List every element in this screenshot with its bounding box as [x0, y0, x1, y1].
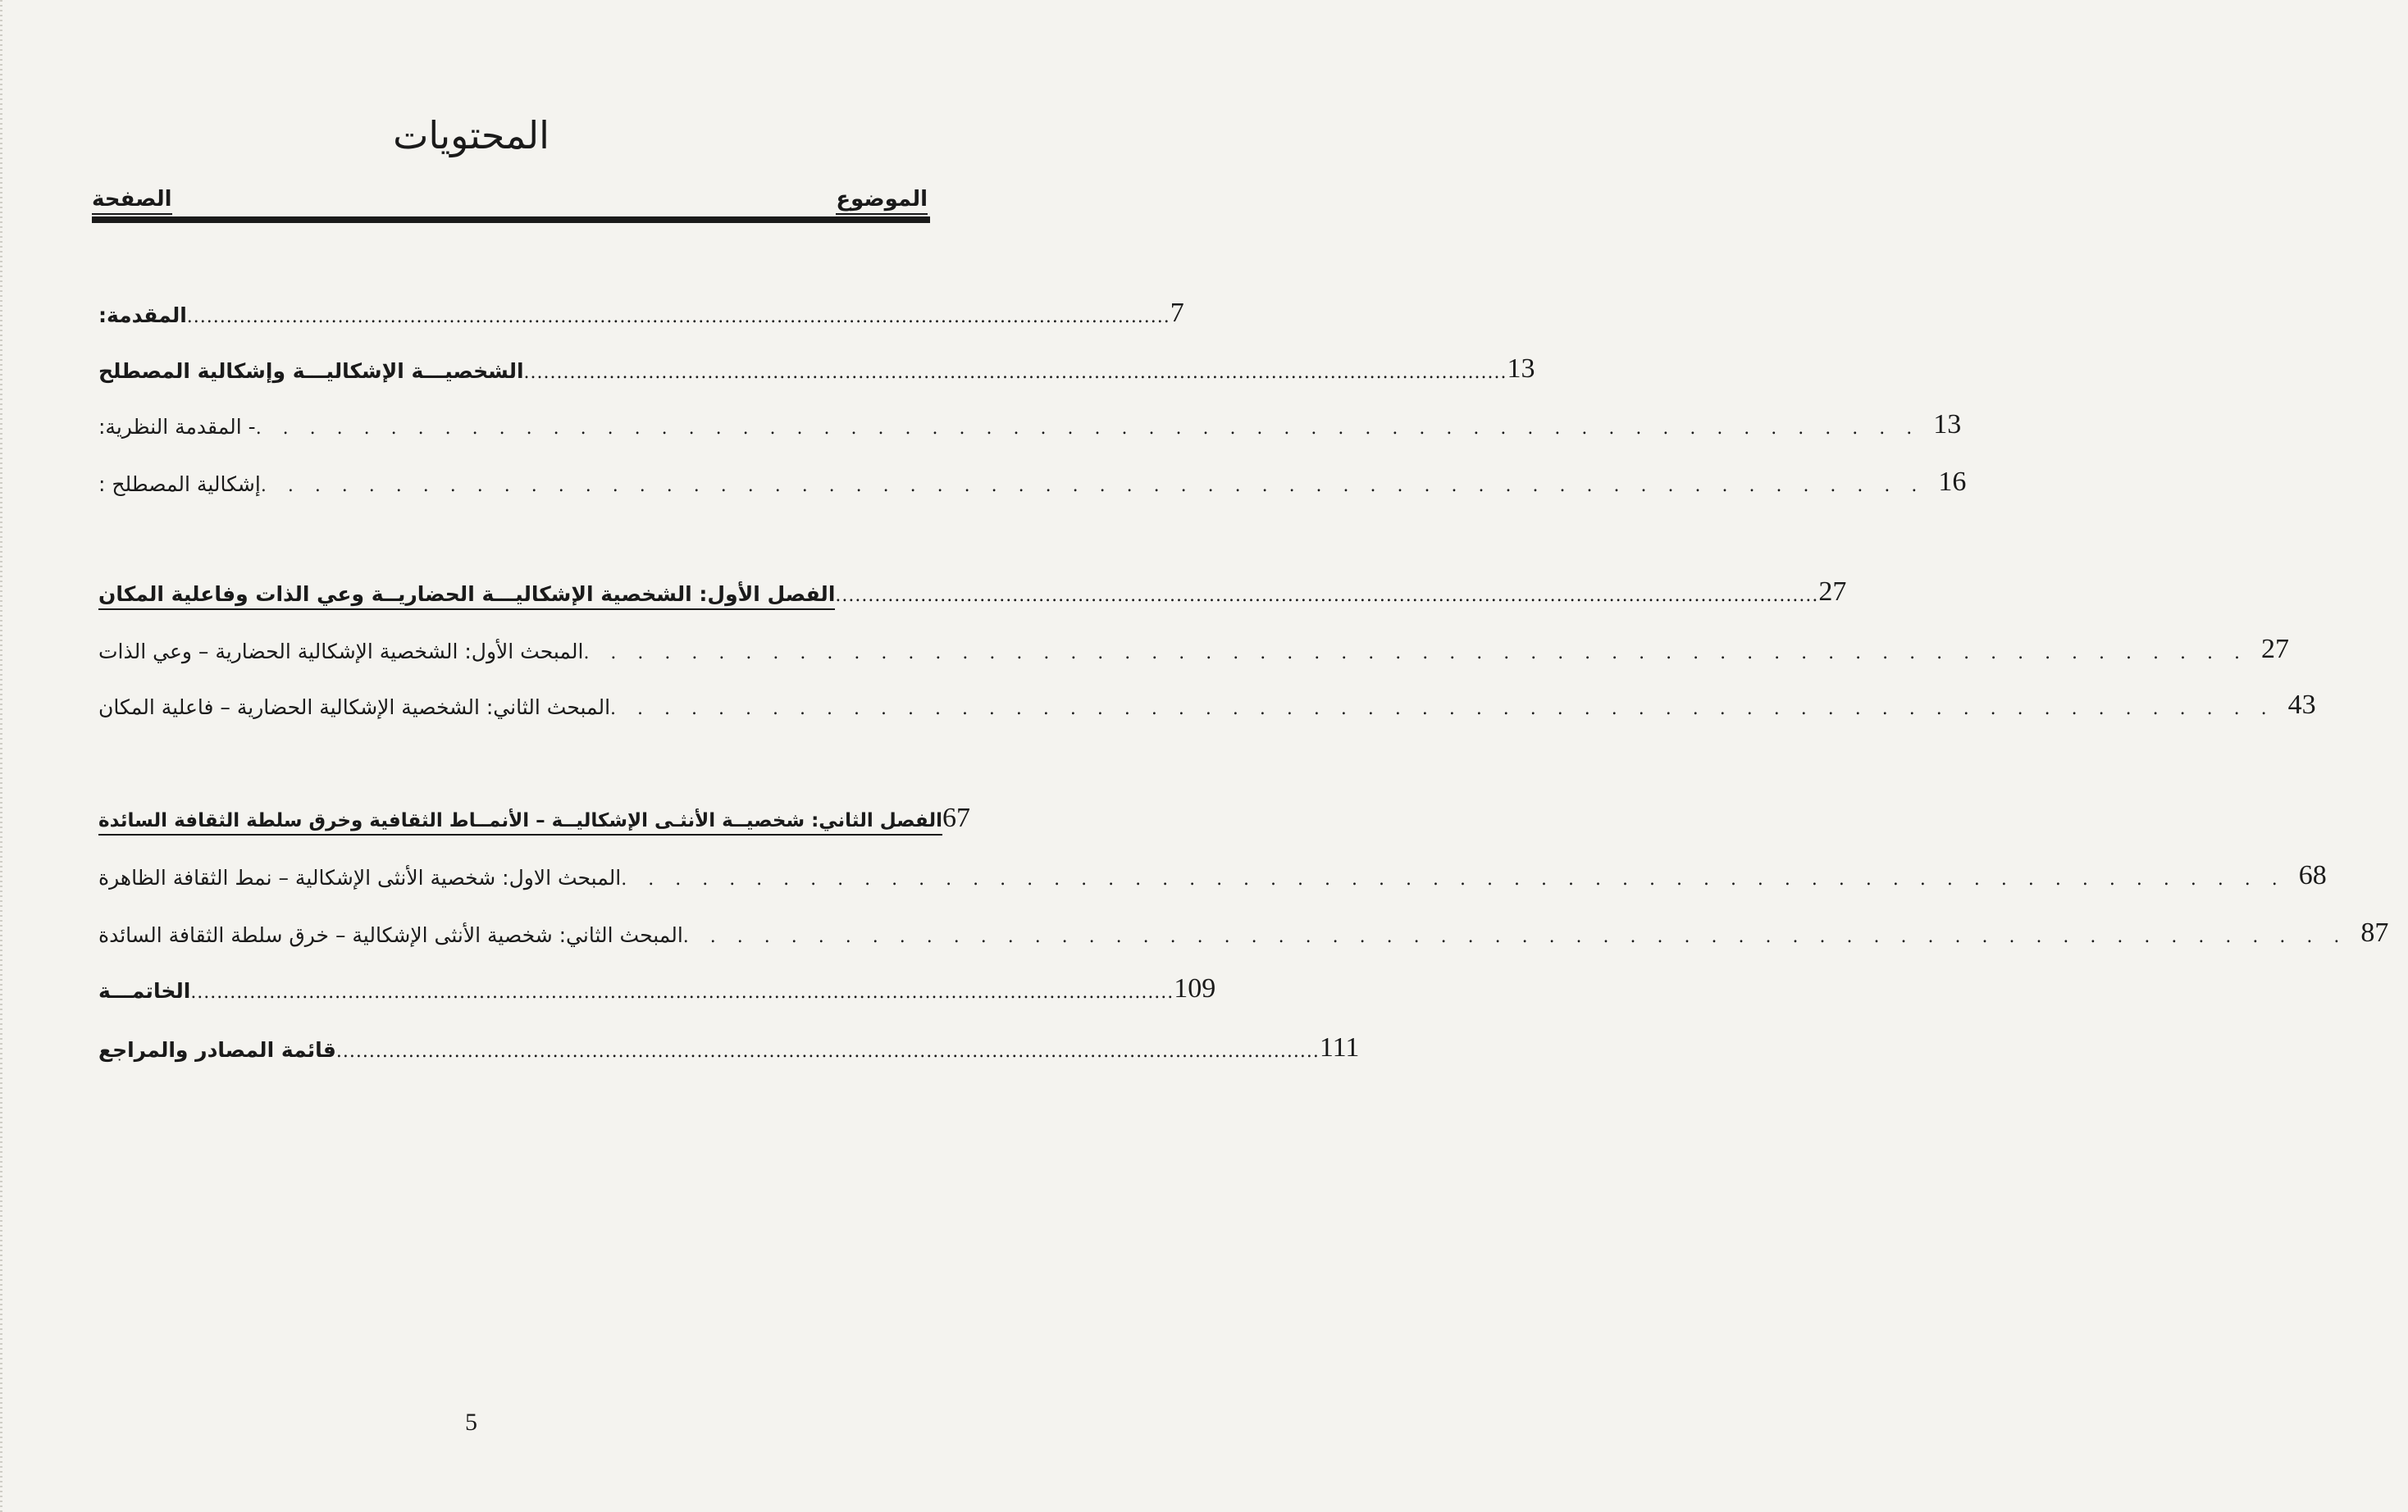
- toc-entry-label: المبحث الاول: شخصية الأنثى الإشكالية – نمط الثقافة الظاهرة: [98, 866, 622, 890]
- toc-chapter: [92, 795, 970, 835]
- dot-leader: ......................................................................................................................................................: [335, 1041, 1320, 1062]
- toc-entry-label: قائمة المصادر والمراجع: [98, 1038, 336, 1062]
- dot-leader: ..............................................................: [255, 418, 1934, 439]
- toc-entry-label: [92, 581, 835, 608]
- toc-entry: [92, 1025, 1360, 1064]
- toc-entry: [92, 346, 1535, 385]
- toc-entry-label: - المقدمة النظرية:: [98, 415, 256, 439]
- toc-chapter: [92, 569, 1847, 608]
- column-header-page: الصفحة: [92, 187, 172, 215]
- dot-leader: ......................................................................................................................................................: [835, 585, 1819, 606]
- toc-entry: [92, 966, 1216, 1005]
- dot-leader: ......................................................................................................................................................: [186, 307, 1170, 327]
- dot-leader: ......................................................................................................................................................: [523, 362, 1507, 383]
- toc-entry: [92, 459, 1967, 499]
- chapter-label: الفصل الأول: الشخصية الإشكاليـــة الحضاريــة وعي الذات وفاعلية المكان: [98, 582, 835, 610]
- toc-entry-label: المقدمة:: [98, 303, 187, 327]
- toc-entry-page: 13: [1507, 353, 1535, 384]
- toc-entry-page: 67: [942, 803, 970, 833]
- toc-entry-label: الشخصيـــة الإشكاليـــة وإشكالية المصطلح: [98, 359, 524, 383]
- column-header-topic: الموضوع: [836, 187, 928, 215]
- toc-entry-page: 27: [1818, 576, 1847, 607]
- toc-entry-label: المبحث الثاني: شخصية الأنثى الإشكالية – خرق سلطة الثقافة السائدة: [98, 923, 683, 947]
- toc-entry-page: 27: [2261, 634, 2290, 664]
- toc-entry-label: إشكالية المصطلح :: [98, 472, 261, 496]
- dot-leader: ..............................................................: [621, 869, 2299, 890]
- toc-entry: [92, 682, 2316, 722]
- dot-leader: ......................................................................................................................................................: [190, 982, 1174, 1003]
- dot-leader: ..............................................................: [610, 699, 2288, 719]
- toc-entry-page: 111: [1319, 1032, 1360, 1063]
- toc-entry-page: 68: [2298, 860, 2327, 890]
- toc-entry-page: 7: [1170, 298, 1184, 328]
- toc-entry-page: 87: [2360, 918, 2389, 948]
- toc-entry-page: 43: [2287, 690, 2316, 720]
- toc-entry-label: المبحث الأول: الشخصية الإشكالية الحضارية – وعي الذات: [98, 640, 584, 663]
- toc-entry: [92, 853, 2327, 892]
- toc-entry-label: المبحث الثاني: الشخصية الإشكالية الحضارية – فاعلية المكان: [98, 695, 611, 719]
- toc-entry-label: الخاتمـــة: [98, 979, 191, 1003]
- page-title: المحتويات: [393, 113, 550, 157]
- toc-entry-page: 109: [1174, 973, 1216, 1004]
- toc-entry: [92, 402, 1962, 441]
- toc-entry-page: 13: [1933, 409, 1962, 439]
- dot-leader: ..............................................................: [260, 476, 1939, 496]
- page-number: 5: [465, 1409, 477, 1436]
- toc-entry: [92, 910, 2389, 950]
- chapter-label: الفصل الثاني: شخصيــة الأنثـى الإشكاليــة – الأنمــاط الثقافية وخرق سلطة الثقافة السائدة: [98, 810, 942, 836]
- toc-entry-label: [92, 807, 942, 835]
- toc-entry: [92, 626, 2290, 666]
- toc-entry: [92, 290, 1184, 330]
- dot-leader: ..............................................................: [583, 643, 2262, 663]
- dot-leader: ..............................................................: [682, 927, 2361, 947]
- toc-entry-page: 16: [1938, 467, 1967, 497]
